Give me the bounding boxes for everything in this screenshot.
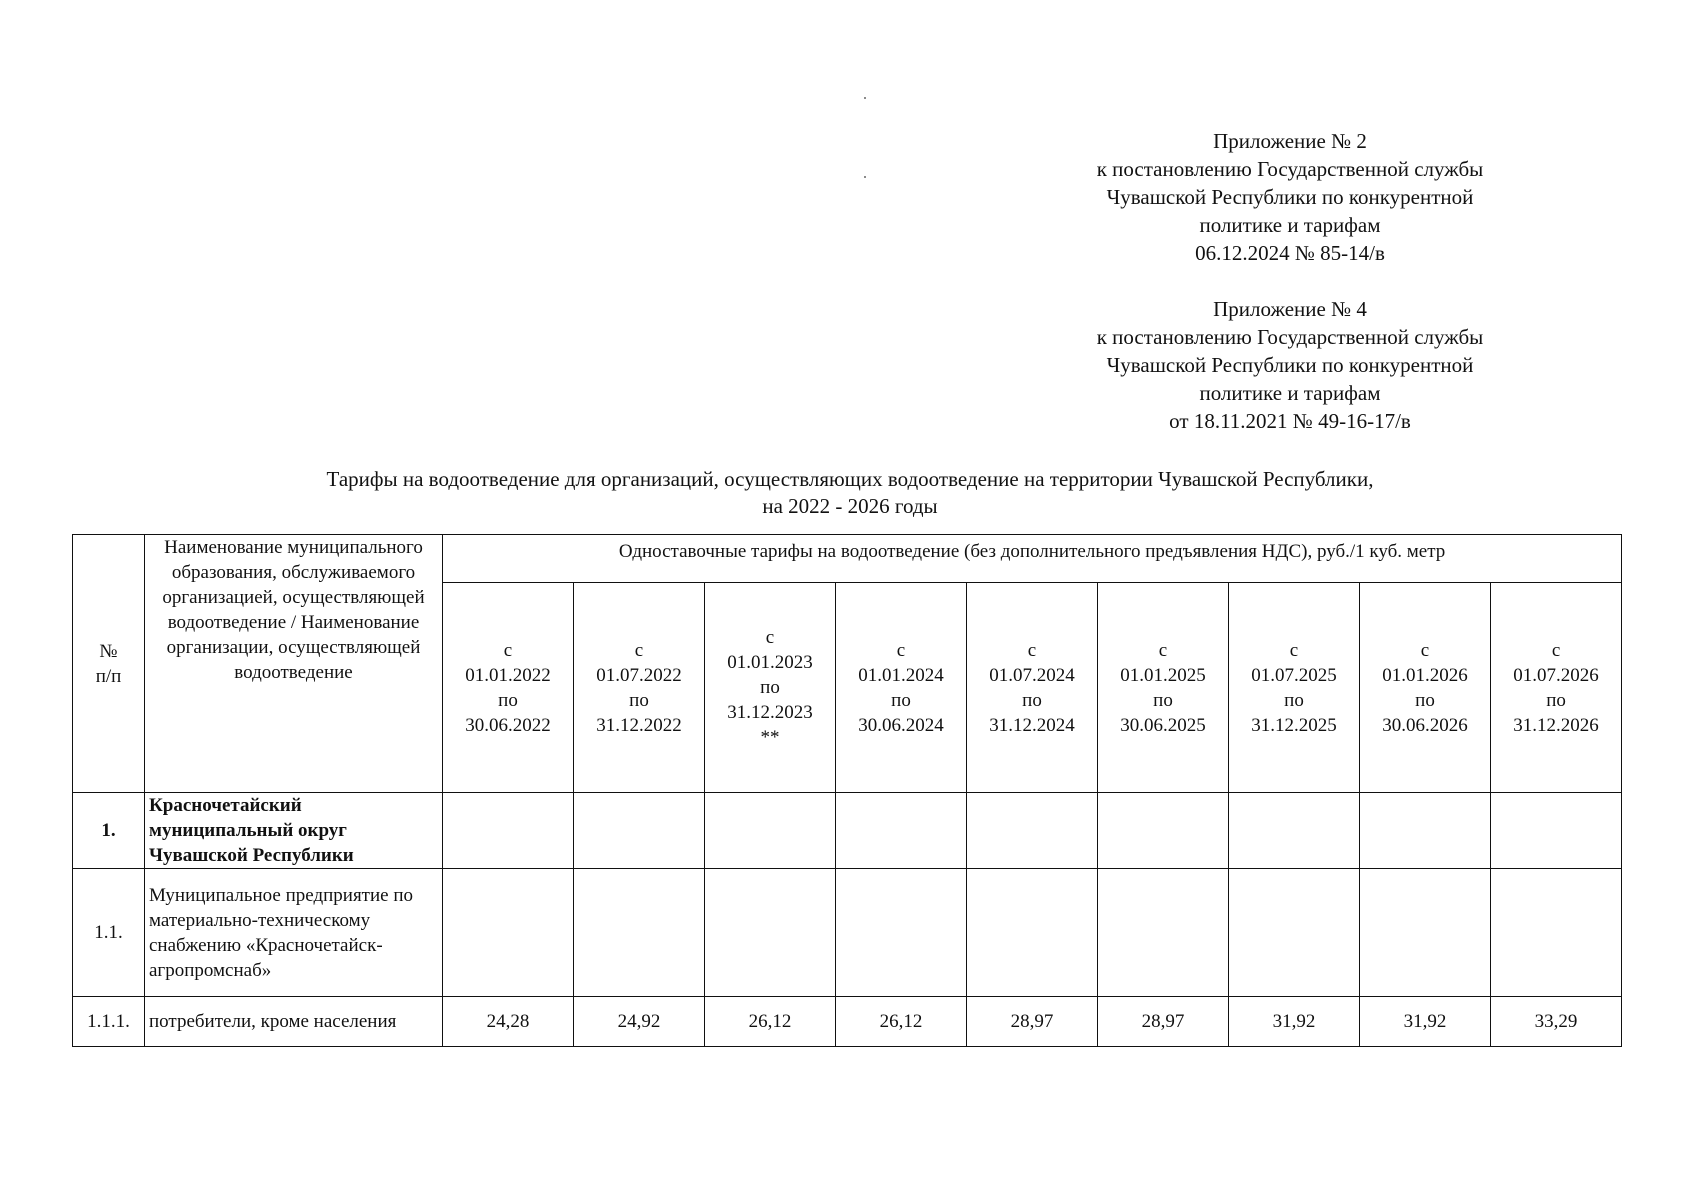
period-to-date: 30.06.2026: [1382, 714, 1468, 736]
tariff-value: [443, 793, 574, 869]
tariff-value: [1491, 793, 1622, 869]
period-header-cell: [967, 583, 1098, 793]
period-to-date: 31.12.2026: [1513, 714, 1599, 736]
period-header-cell: [1491, 583, 1622, 793]
appendix-line: от 18.11.2021 № 49-16-17/в: [1169, 409, 1411, 433]
period-header-cell: [705, 583, 836, 793]
period-from-date: 01.07.2025: [1251, 664, 1337, 686]
period-from-prefix: с: [1027, 639, 1037, 661]
period-to-prefix: по: [760, 677, 780, 698]
period-to-prefix: по: [1284, 689, 1304, 711]
appendix-4-header: [1040, 295, 1540, 435]
tariff-value: [1098, 793, 1229, 869]
tariff-value: [574, 793, 705, 869]
tariff-value: [705, 869, 836, 997]
row-name: потребители, кроме населения: [145, 997, 443, 1047]
period-to-date: 30.06.2022: [465, 714, 551, 736]
appendix-line: 06.12.2024 № 85-14/в: [1195, 241, 1385, 265]
period-to-prefix: по: [891, 689, 911, 711]
period-from-date: 01.01.2022: [465, 664, 551, 686]
tariff-value: [967, 869, 1098, 997]
tariff-value: 31,92: [1360, 997, 1491, 1047]
tariff-value: [705, 793, 836, 869]
tariff-value: 26,12: [705, 997, 836, 1047]
period-header-cell: [1098, 583, 1229, 793]
period-from-date: 01.07.2022: [596, 664, 682, 686]
document-title: [60, 466, 1640, 520]
appendix-line: Чувашской Республики по конкурентной: [1106, 185, 1474, 209]
header-tariffs-cell: Одноставочные тарифы на водоотведение (без дополнительного предъявления НДС), руб./1 куб. метр: [443, 535, 1622, 583]
tariff-value: 33,29: [1491, 997, 1622, 1047]
period-from-date: 01.01.2025: [1120, 664, 1206, 686]
header-row: [73, 535, 1622, 583]
tariff-value: 28,97: [1098, 997, 1229, 1047]
period-from-date: 01.07.2024: [989, 664, 1075, 686]
appendix-line: Чувашской Республики по конкурентной: [1106, 353, 1474, 377]
appendix-line: политике и тарифам: [1199, 213, 1381, 237]
appendix-line: к постановлению Государственной службы: [1096, 157, 1484, 181]
tariff-value: [836, 793, 967, 869]
header-num-symbol: №: [99, 640, 118, 662]
period-from-prefix: с: [896, 639, 906, 661]
period-from-prefix: с: [1551, 639, 1561, 661]
row-number: 1.1.: [73, 869, 145, 997]
period-header-cell: [574, 583, 705, 793]
header-num-label: п/п: [95, 665, 122, 687]
tariff-value: [836, 869, 967, 997]
row-number: 1.: [73, 793, 145, 869]
title-line-1: Тарифы на водоотведение для организаций, осуществляющих водоотведение на территории Чувашской Республики,: [326, 467, 1374, 491]
period-from-prefix: с: [1289, 639, 1299, 661]
period-from-date: 01.07.2026: [1513, 664, 1599, 686]
title-line-2: на 2022 - 2026 годы: [762, 494, 938, 518]
table-row: [73, 793, 1622, 869]
period-from-date: 01.01.2023: [727, 652, 813, 673]
period-header-cell: [1360, 583, 1491, 793]
period-to-date: 30.06.2025: [1120, 714, 1206, 736]
row-name: Муниципальное предприятие по материально-техническому снабжению «Красночетайск-агропромснаб»: [145, 869, 443, 997]
period-header-cell: [1229, 583, 1360, 793]
appendix-line: к постановлению Государственной службы: [1096, 325, 1484, 349]
tariff-value: [1229, 793, 1360, 869]
period-to-prefix: по: [1546, 689, 1566, 711]
scan-speck: [864, 176, 866, 178]
scan-speck: [864, 97, 866, 99]
period-from-prefix: с: [634, 639, 644, 661]
data-rows: [73, 793, 1622, 1047]
tariff-value: [1098, 869, 1229, 997]
period-to-date: 31.12.2024: [989, 714, 1075, 736]
tariff-value: [1229, 869, 1360, 997]
period-to-date: 31.12.2023: [727, 702, 813, 723]
appendix-line: политике и тарифам: [1199, 381, 1381, 405]
tariff-value: [443, 869, 574, 997]
period-to-date: 31.12.2025: [1251, 714, 1337, 736]
period-from-prefix: с: [503, 639, 513, 661]
period-from-prefix: с: [1158, 639, 1168, 661]
tariff-value: 26,12: [836, 997, 967, 1047]
appendix-2-header: [1040, 127, 1540, 267]
period-to-prefix: по: [498, 689, 518, 711]
period-header-cell: [836, 583, 967, 793]
period-to-prefix: по: [1022, 689, 1042, 711]
period-from-date: 01.01.2026: [1382, 664, 1468, 686]
period-to-prefix: по: [629, 689, 649, 711]
period-to-date: 31.12.2022: [596, 714, 682, 736]
period-from-date: 01.01.2024: [858, 664, 944, 686]
period-header-cell: [443, 583, 574, 793]
period-to-prefix: по: [1415, 689, 1435, 711]
header-num-cell: [73, 535, 145, 793]
tariff-value: 24,28: [443, 997, 574, 1047]
row-number: 1.1.1.: [73, 997, 145, 1047]
tariffs-table: [72, 534, 1622, 1047]
tariff-value: [574, 869, 705, 997]
tariff-value: 28,97: [967, 997, 1098, 1047]
header-name-cell: Наименование муниципального образования, обслуживаемого организацией, осуществляющей водоотведение / Наименование организации, осуществляющей водоотведение: [145, 535, 443, 793]
tariff-value: [967, 793, 1098, 869]
tariff-value: 24,92: [574, 997, 705, 1047]
tariff-value: [1360, 869, 1491, 997]
row-name: Красночетайский муниципальный округ Чувашской Республики: [145, 793, 443, 869]
tariff-value: [1491, 869, 1622, 997]
appendix-line: Приложение № 2: [1213, 129, 1367, 153]
period-footnote: **: [760, 727, 780, 748]
tariff-value: [1360, 793, 1491, 869]
appendix-line: Приложение № 4: [1213, 297, 1367, 321]
table-row: [73, 869, 1622, 997]
table-row: [73, 997, 1622, 1047]
period-from-prefix: с: [1420, 639, 1430, 661]
period-from-prefix: с: [765, 627, 775, 648]
tariff-value: 31,92: [1229, 997, 1360, 1047]
period-to-prefix: по: [1153, 689, 1173, 711]
period-to-date: 30.06.2024: [858, 714, 944, 736]
